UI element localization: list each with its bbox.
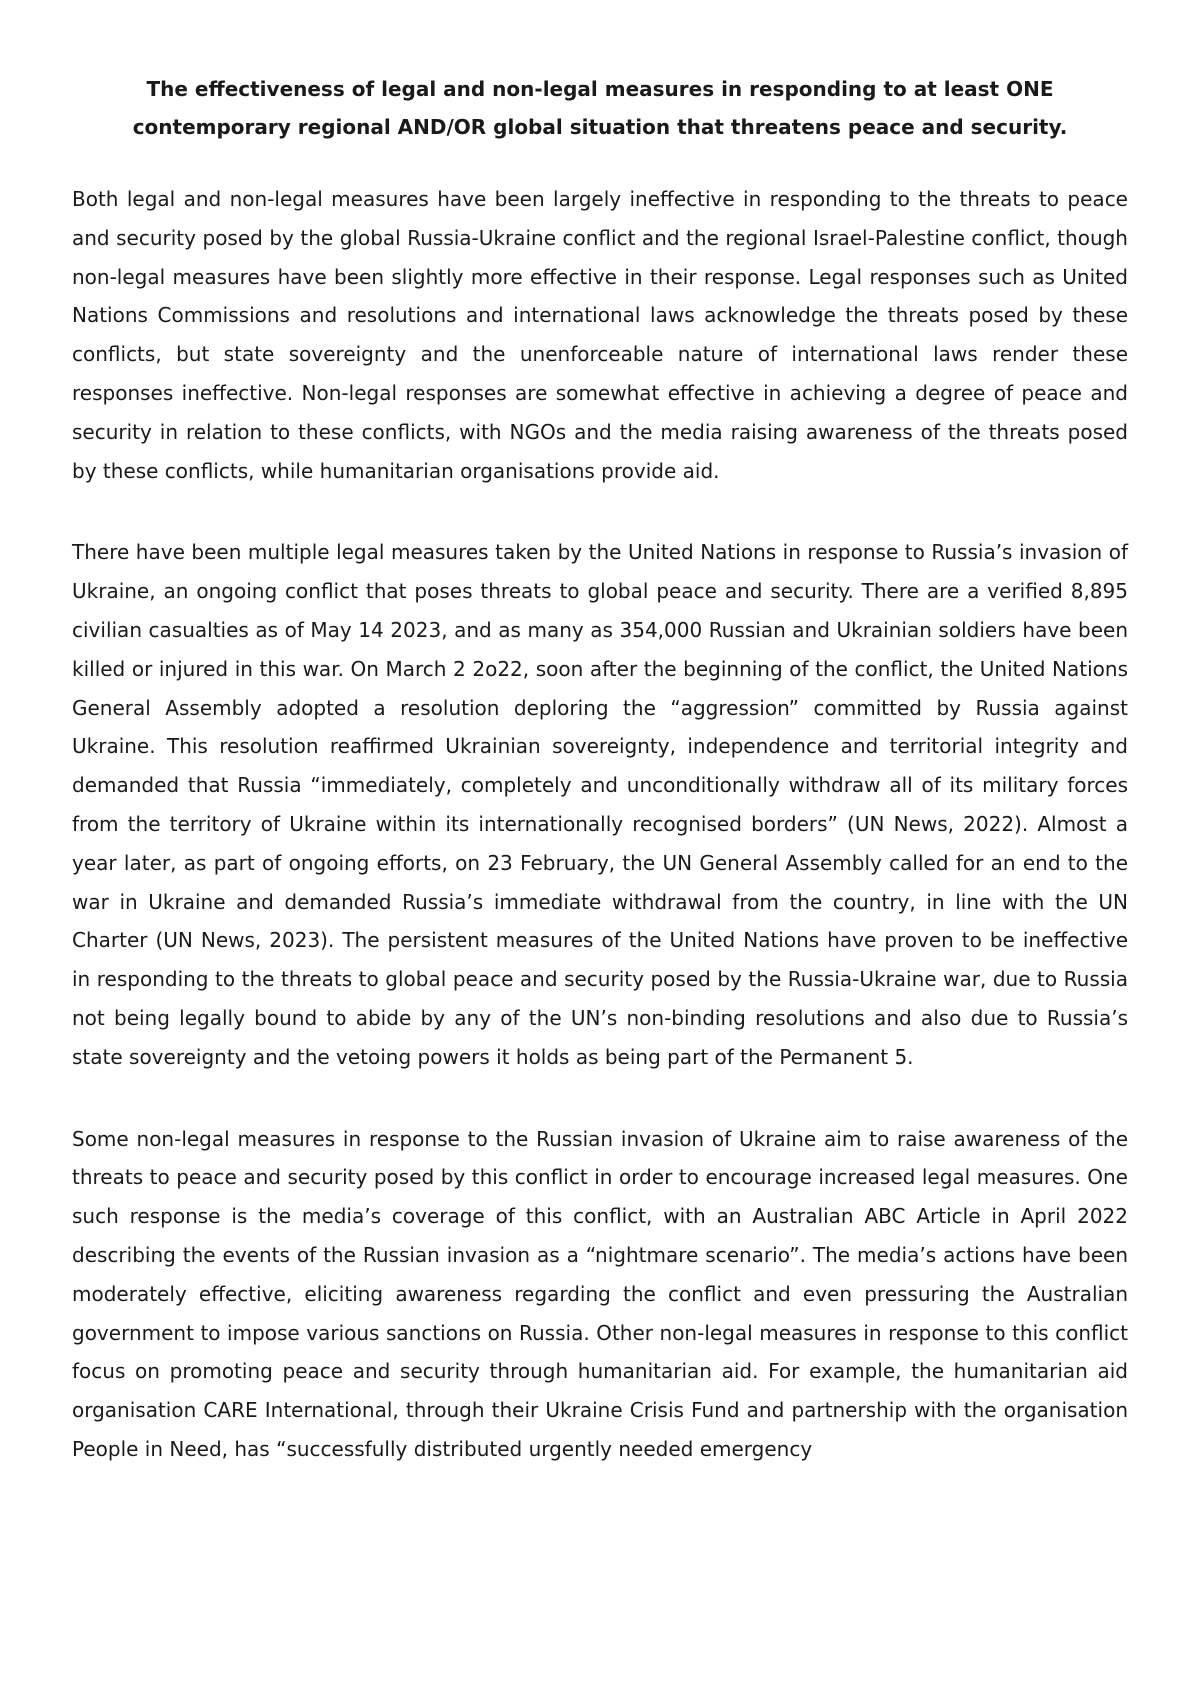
paragraph-legal-measures: There have been multiple legal measures taken by the United Nations in response to Russia’s invasion of Ukraine, an ongoing conflict that poses threats to global peace and security. There are a verified 8,895 civilian casualties as of May 14 2023, and as many as 354,000 Russian and Ukrainian soldiers have been killed or injured in this war. On March 2 2o22, soon after the beginning of the conflict, the United Nations General Assembly adopted a resolution deploring the “aggression” committed by Russia against Ukraine. This resolution reaffirmed Ukrainian sovereignty, independence and territorial integrity and demanded that Russia “immediately, completely and unconditionally withdraw all of its military forces from the territory of Ukraine within its internationally recognised borders” (UN News, 2022). Almost a year later, as part of ongoing efforts, on 23 February, the UN General Assembly called for an end to the war in Ukraine and demanded Russia’s immediate withdrawal from the country, in line with the UN Charter (UN News, 2023). The persistent measures of the United Nations have proven to be ineffective in responding to the threats to global peace and security posed by the Russia-Ukraine war, due to Russia not being legally bound to abide by any of the UN’s non-binding resolutions and also due to Russia’s state sovereignty and the vetoing powers it holds as being part of the Permanent 5. <box>72 540 1128 1069</box>
document-title: The effectiveness of legal and non-legal measures in responding to at least ONE contemporary regional AND/OR global situation that threatens peace and security. <box>132 77 1068 139</box>
paragraph-introduction: Both legal and non-legal measures have been largely ineffective in responding to the threats to peace and security posed by the global Russia-Ukraine conflict and the regional Israel-Palestine conflict, though non-legal measures have been slightly more effective in their response. Legal responses such as United Nations Commissions and resolutions and international laws acknowledge the threats posed by these conflicts, but state sovereignty and the unenforceable nature of international laws render these responses ineffective. Non-legal responses are somewhat effective in achieving a degree of peace and security in relation to these conflicts, with NGOs and the media raising awareness of the threats posed by these conflicts, while humanitarian organisations provide aid. <box>72 187 1128 483</box>
paragraph-non-legal-measures: Some non-legal measures in response to the Russian invasion of Ukraine aim to raise awareness of the threats to peace and security posed by this conflict in order to encourage increased legal measures. One such response is the media’s coverage of this conflict, with an Australian ABC Article in April 2022 describing the events of the Russian invasion as a “nightmare scenario”. The media’s actions have been moderately effective, eliciting awareness regarding the conflict and even pressuring the Australian government to impose various sanctions on Russia. Other non-legal measures in response to this conflict focus on promoting peace and security through humanitarian aid. For example, the humanitarian aid organisation CARE International, through their Ukraine Crisis Fund and partnership with the organisation People in Need, has “successfully distributed urgently needed emergency <box>72 1126 1128 1461</box>
